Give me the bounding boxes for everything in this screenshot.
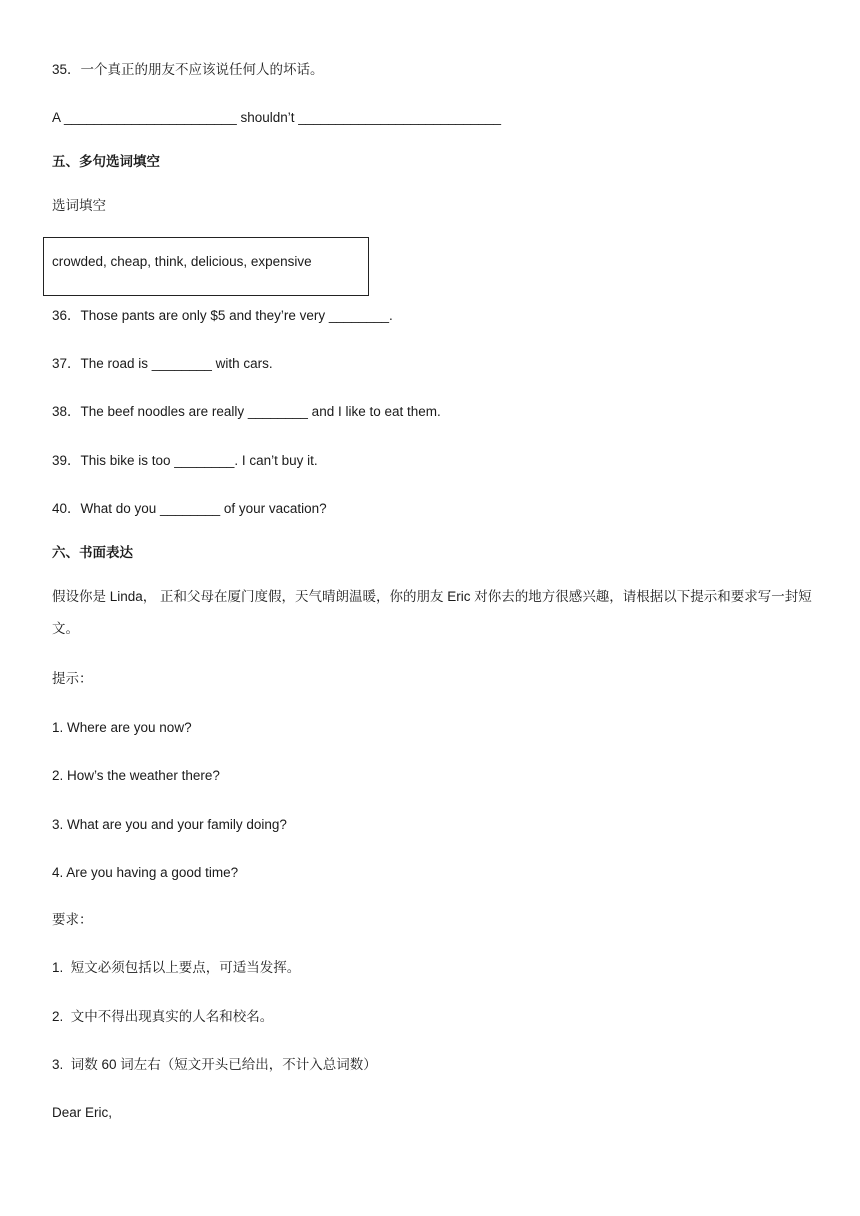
hint-item-1: 1. Where are you now?	[52, 720, 192, 735]
requirement-item-3: 3. 词数 60 词左右（短文开头已给出，不计入总词数）	[52, 1057, 377, 1072]
requirement-item-1: 1. 短文必须包括以上要点，可适当发挥。	[52, 960, 301, 975]
question-36: 36．Those pants are only $5 and they’re very ________.	[52, 308, 393, 323]
hint-item-4: 4. Are you having a good time?	[52, 865, 239, 880]
section-6-heading: 六、书面表达	[52, 545, 133, 560]
question-38: 38．The beef noodles are really ________ and I like to eat them.	[52, 404, 441, 419]
writing-task-intro: 假设你是 Linda， 正和父母在厦门度假，天气晴朗温暖，你的朋友 Eric 对你去的地方很感兴趣，请根据以下提示和要求写一封短文。	[52, 589, 812, 636]
hints-label: 提示：	[52, 671, 93, 686]
word-bank-box	[43, 237, 369, 296]
section-5-instruction: 选词填空	[52, 198, 106, 213]
letter-salutation: Dear Eric,	[52, 1105, 113, 1120]
requirements-label: 要求：	[52, 912, 93, 927]
hint-item-3: 3. What are you and your family doing?	[52, 817, 287, 832]
word-bank-text: crowded, cheap, think, delicious, expensive	[52, 254, 312, 269]
question-39: 39．This bike is too ________. I can’t buy it.	[52, 453, 318, 468]
hint-item-2: 2. How’s the weather there?	[52, 768, 220, 783]
question-40: 40．What do you ________ of your vacation?	[52, 501, 327, 516]
question-37: 37．The road is ________ with cars.	[52, 356, 273, 371]
requirement-item-2: 2. 文中不得出现真实的人名和校名。	[52, 1009, 274, 1024]
question-35-answer-line: A _______________________ shouldn’t ___________________________	[52, 110, 501, 125]
question-35-prompt: 35．一个真正的朋友不应该说任何人的坏话。	[52, 62, 324, 77]
section-5-heading: 五、多句选词填空	[52, 154, 160, 169]
